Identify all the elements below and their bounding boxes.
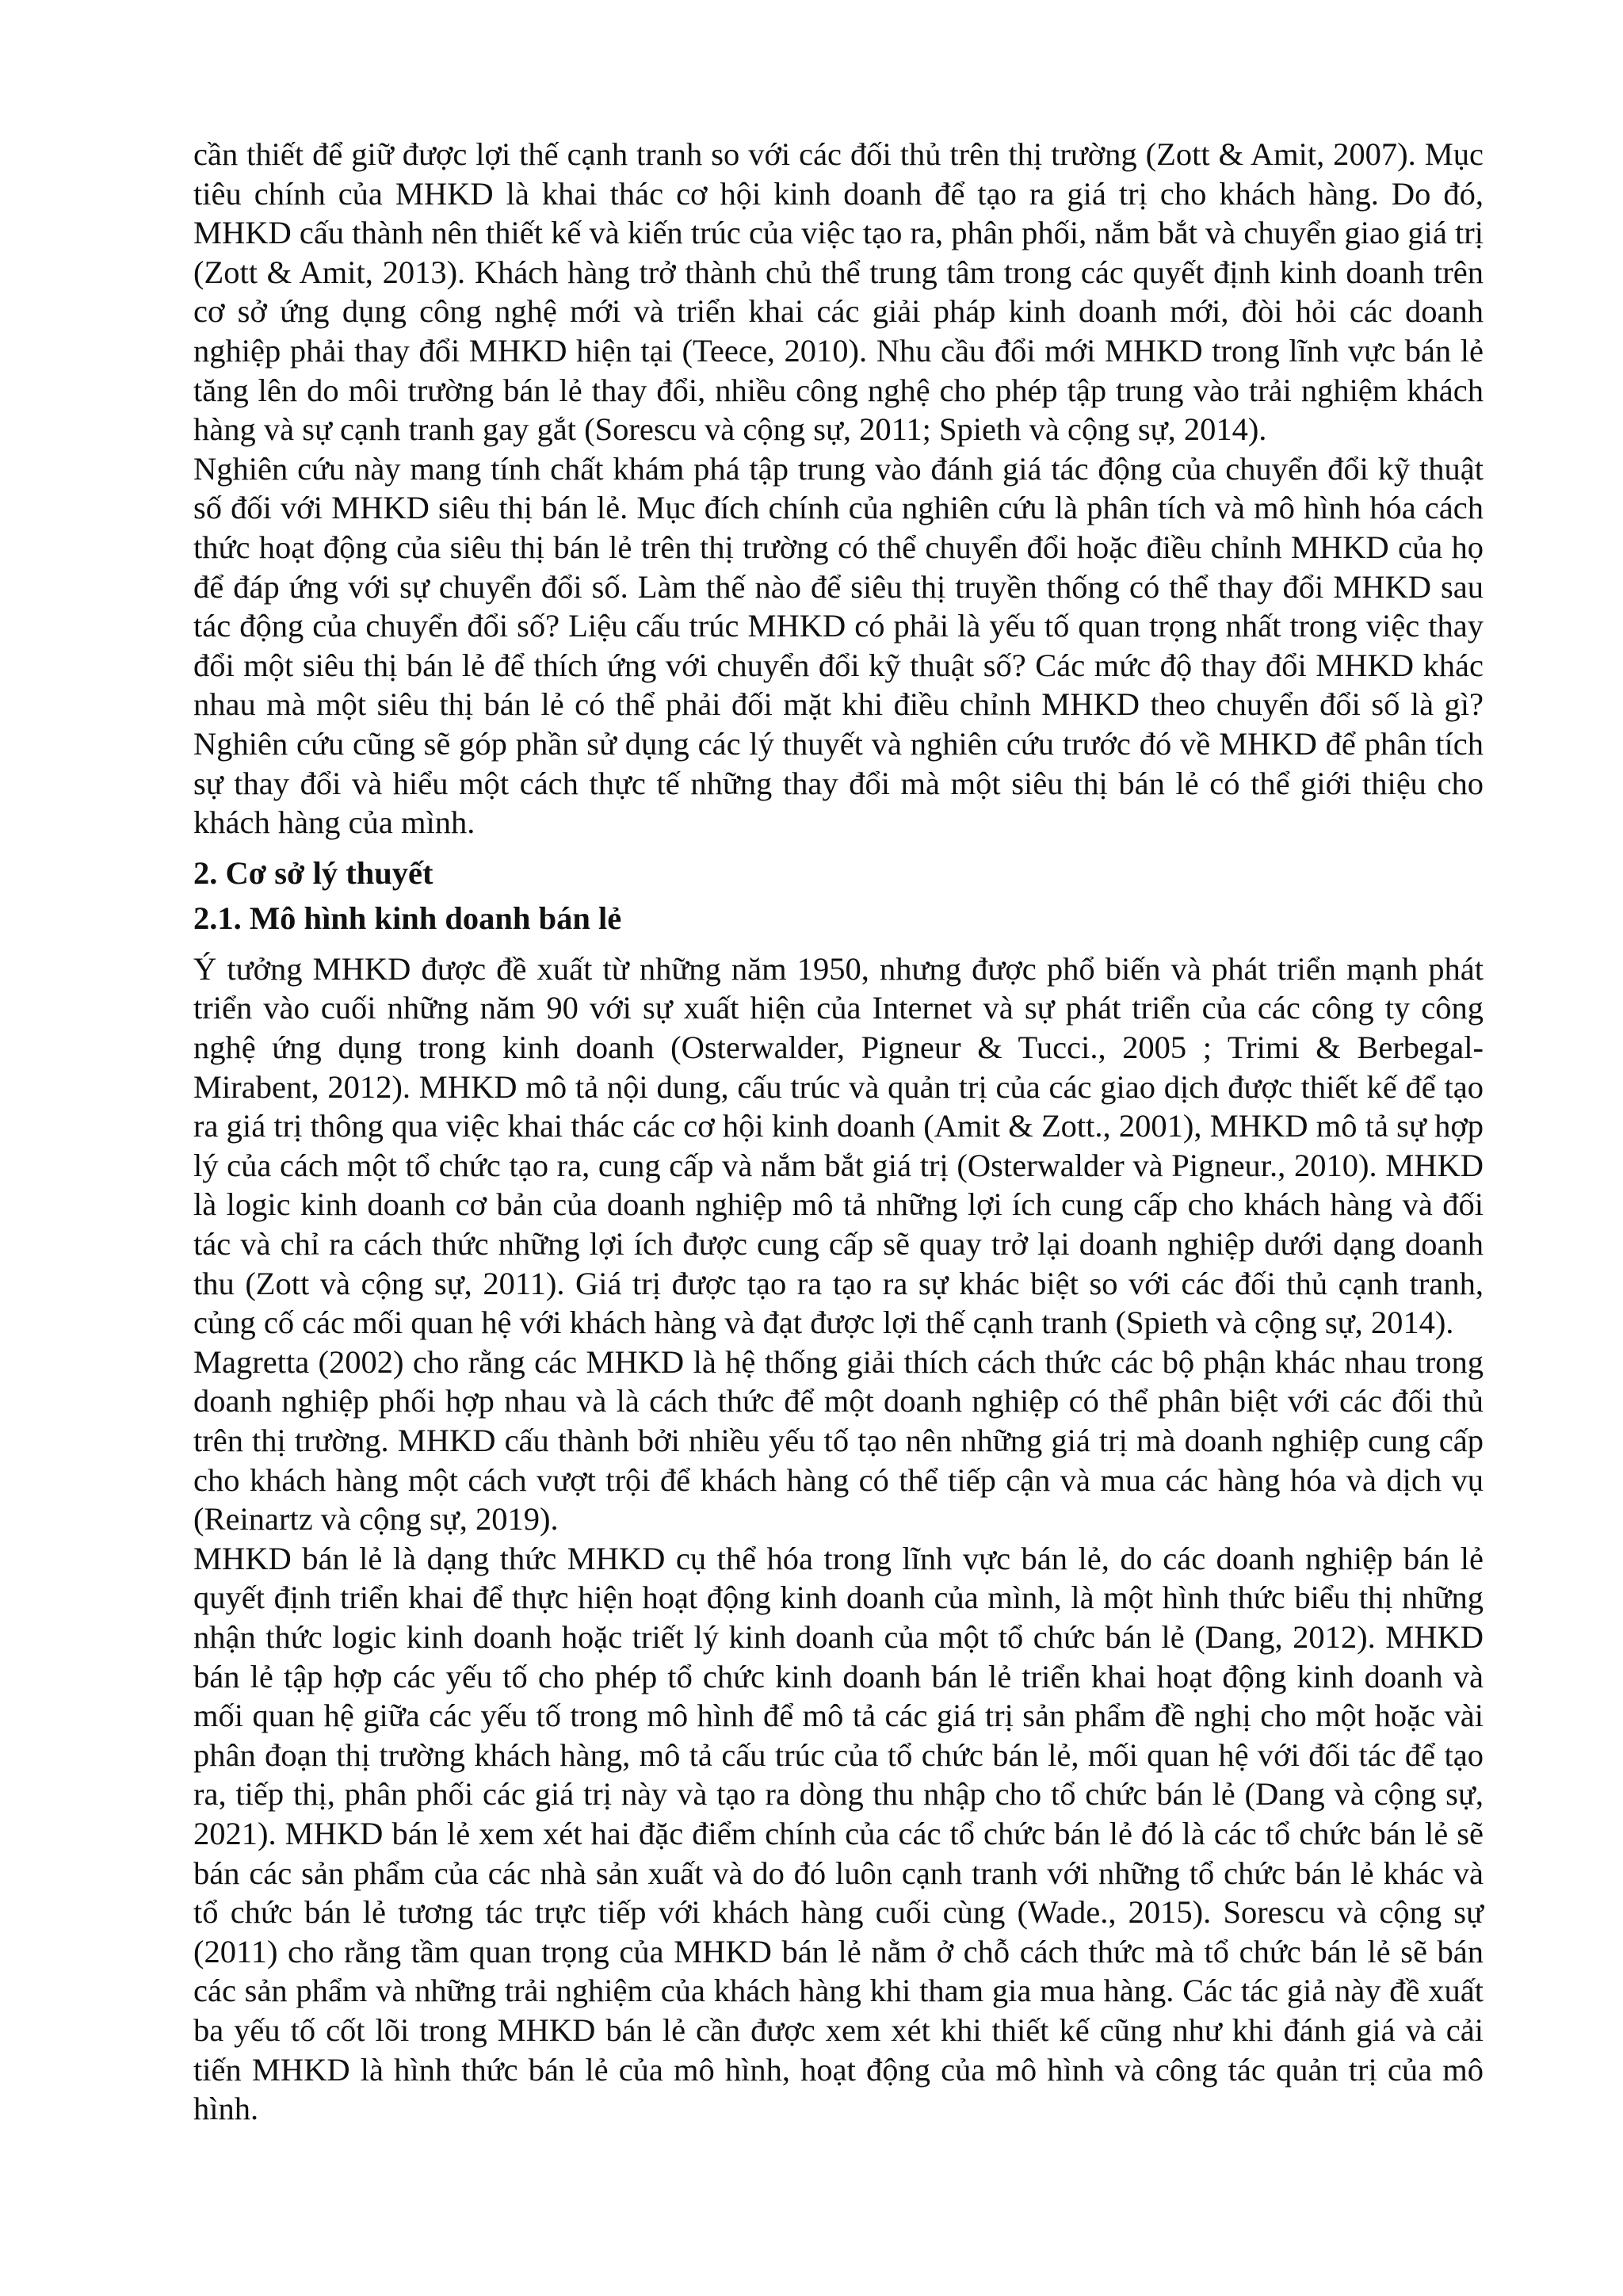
document-page [193,135,1484,2129]
paragraph-research-purpose: Nghiên cứu này mang tính chất khám phá tập trung vào đánh giá tác động của chuyển đổi kỹ thuật số đối với MHKD siêu thị bán lẻ. Mục đích chính của nghiên cứu là phân tích và mô hình hóa cách thức hoạt động của siêu thị bán lẻ trên thị trường có thể chuyển đổi hoặc điều chỉnh MHKD của họ để đáp ứng với sự chuyển đổi số. Làm thế nào để siêu thị truyền thống có thể thay đổi MHKD sau tác động của chuyển đổi số? Liệu cấu trúc MHKD có phải là yếu tố quan trọng nhất trong việc thay đổi một siêu thị bán lẻ để thích ứng với chuyển đổi kỹ thuật số? Các mức độ thay đổi MHKD khác nhau mà một siêu thị bán lẻ có thể phải đối mặt khi điều chỉnh MHKD theo chuyển đổi số là gì? Nghiên cứu cũng sẽ góp phần sử dụng các lý thuyết và nghiên cứu trước đó về MHKD để phân tích sự thay đổi và hiểu một cách thực tế những thay đổi mà một siêu thị bán lẻ có thể giới thiệu cho khách hàng của mình. [193,450,1484,841]
paragraph-business-model-origin: Ý tưởng MHKD được đề xuất từ những năm 1950, nhưng được phổ biến và phát triển mạnh phát triển vào cuối những năm 90 với sự xuất hiện của Internet và sự phát triển của các công ty công nghệ ứng dụng trong kinh doanh (Osterwalder, Pigneur & Tucci., 2005 ; Trimi & Berbegal-Mirabent, 2012). MHKD mô tả nội dung, cấu trúc và quản trị của các giao dịch được thiết kế để tạo ra giá trị thông qua việc khai thác các cơ hội kinh doanh (Amit & Zott., 2001), MHKD mô tả sự hợp lý của cách một tổ chức tạo ra, cung cấp và nắm bắt giá trị (Osterwalder và Pigneur., 2010). MHKD là logic kinh doanh cơ bản của doanh nghiệp mô tả những lợi ích cung cấp cho khách hàng và đối tác và chỉ ra cách thức những lợi ích được cung cấp sẽ quay trở lại doanh nghiệp dưới dạng doanh thu (Zott và cộng sự, 2011). Giá trị được tạo ra tạo ra sự khác biệt so với các đối thủ cạnh tranh, củng cố các mối quan hệ với khách hàng và đạt được lợi thế cạnh tranh (Spieth và cộng sự, 2014). [193,950,1484,1341]
paragraph-competitive-advantage: cần thiết để giữ được lợi thế cạnh tranh so với các đối thủ trên thị trường (Zott & Amit, 2007). Mục tiêu chính của MHKD là khai thác cơ hội kinh doanh để tạo ra giá trị cho khách hàng. Do đó, MHKD cấu thành nên thiết kế và kiến trúc của việc tạo ra, phân phối, nắm bắt và chuyển giao giá trị (Zott & Amit, 2013). Khách hàng trở thành chủ thể trung tâm trong các quyết định kinh doanh trên cơ sở ứng dụng công nghệ mới và triển khai các giải pháp kinh doanh mới, đòi hỏi các doanh nghiệp phải thay đổi MHKD hiện tại (Teece, 2010). Nhu cầu đổi mới MHKD trong lĩnh vực bán lẻ tăng lên do môi trường bán lẻ thay đổi, nhiều công nghệ cho phép tập trung vào trải nghiệm khách hàng và sự cạnh tranh gay gắt (Sorescu và cộng sự, 2011; Spieth và cộng sự, 2014). [193,136,1484,448]
paragraph-magretta: Magretta (2002) cho rằng các MHKD là hệ thống giải thích cách thức các bộ phận khác nhau trong doanh nghiệp phối hợp nhau và là cách thức để một doanh nghiệp có thể phân biệt với các đối thủ trên thị trường. MHKD cấu thành bởi nhiều yếu tố tạo nên những giá trị mà doanh nghiệp cung cấp cho khách hàng một cách vượt trội để khách hàng có thể tiếp cận và mua các hàng hóa và dịch vụ (Reinartz và cộng sự, 2019). [193,1343,1484,1538]
paragraph-retail-business-model: MHKD bán lẻ là dạng thức MHKD cụ thể hóa trong lĩnh vực bán lẻ, do các doanh nghiệp bán lẻ quyết định triển khai để thực hiện hoạt động kinh doanh của mình, là một hình thức biểu thị những nhận thức logic kinh doanh hoặc triết lý kinh doanh của một tổ chức bán lẻ (Dang, 2012). MHKD bán lẻ tập hợp các yếu tố cho phép tổ chức kinh doanh bán lẻ triển khai hoạt động kinh doanh và mối quan hệ giữa các yếu tố trong mô hình để mô tả các giá trị sản phẩm đề nghị cho một hoặc vài phân đoạn thị trường khách hàng, mô tả cấu trúc của tổ chức bán lẻ, mối quan hệ với đối tác để tạo ra, tiếp thị, phân phối các giá trị này và tạo ra dòng thu nhập cho tổ chức bán lẻ (Dang và cộng sự, 2021). MHKD bán lẻ xem xét hai đặc điểm chính của các tổ chức bán lẻ đó là các tổ chức bán lẻ sẽ bán các sản phẩm của các nhà sản xuất và do đó luôn cạnh tranh với những tổ chức bán lẻ khác và tổ chức bán lẻ tương tác trực tiếp với khách hàng cuối cùng (Wade., 2015). Sorescu và cộng sự (2011) cho rằng tầm quan trọng của MHKD bán lẻ nằm ở chỗ cách thức mà tổ chức bán lẻ sẽ bán các sản phẩm và những trải nghiệm của khách hàng khi tham gia mua hàng. Các tác giả này đề xuất ba yếu tố cốt lõi trong MHKD bán lẻ cần được xem xét khi thiết kế cũng như khi đánh giá và cải tiến MHKD là hình thức bán lẻ của mô hình, hoạt động của mô hình và công tác quản trị của mô hình. [193,1540,1484,2127]
section-heading-theory: 2. Cơ sở lý thuyết [193,854,433,891]
subsection-heading-retail-model: 2.1. Mô hình kinh doanh bán lẻ [193,900,622,937]
